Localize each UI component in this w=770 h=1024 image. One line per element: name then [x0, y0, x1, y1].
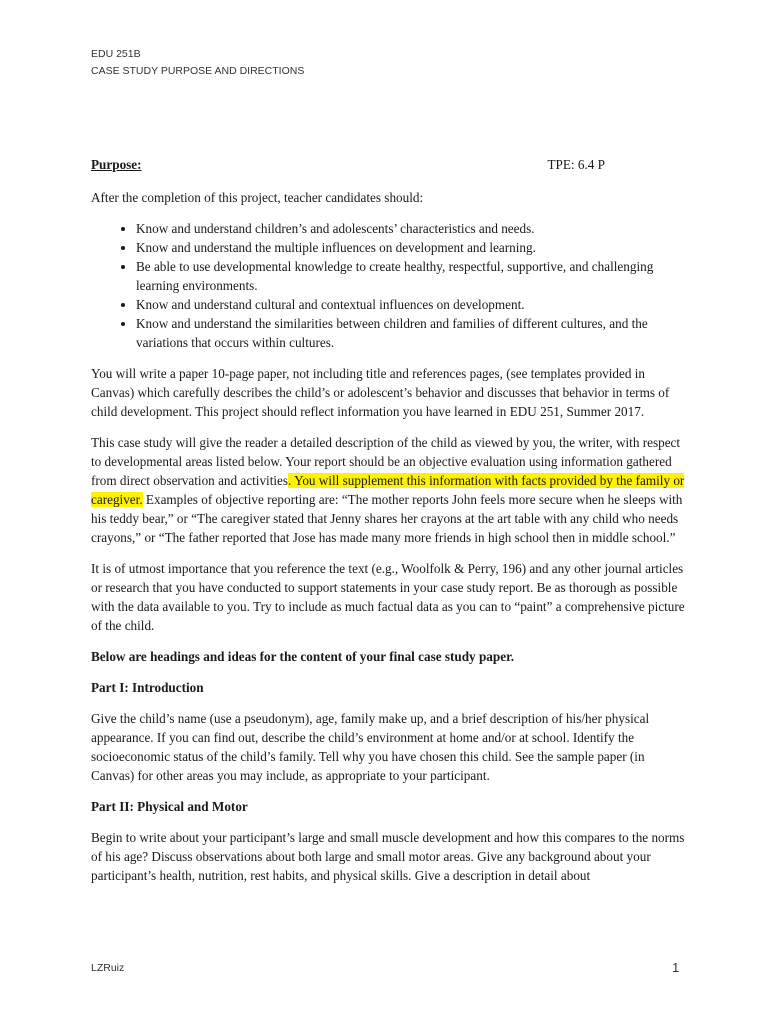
purpose-row: [91, 155, 611, 174]
paragraph-text: This case study will give the reader a detailed description of the child as viewed by you, the writer, with respect to developmental areas listed below. Your report should be an objective evaluation using information gathered from direct observation and activities: [91, 435, 681, 488]
course-code: EDU 251B: [91, 48, 141, 60]
paragraph-text: Examples of objective reporting are: “The mother reports John feels more secure when he sleeps with his teddy bear,” or “The caregiver stated that Jenny shares her crayons at the art table with any child who needs crayons,” or “The father reported that Jose has made many more friends in high school then in middle school.”: [91, 492, 683, 545]
objectives-list: [91, 219, 691, 352]
list-item: • Know and understand cultural and contextual influences on development.: [136, 295, 691, 314]
list-item: • Know and understand children’s and adolescents’ characteristics and needs.: [136, 219, 691, 238]
tpe-label: TPE: 6.4 P: [547, 157, 605, 172]
paper-description-paragraph: You will write a paper 10-page paper, not including title and references pages, (see templates provided in Canvas) which carefully describes the child’s or adolescent’s behavior and discusses that behavior in terms of child development. This project should reflect information you have learned in EDU 251, Summer 2017.: [91, 366, 670, 419]
part1-heading: Part I: Introduction: [91, 680, 204, 695]
document-body: [91, 155, 691, 897]
list-item: • Know and understand the similarities between children and families of different cultures, and the variations that occurs within cultures.: [136, 314, 691, 352]
part2-heading: Part II: Physical and Motor: [91, 799, 248, 814]
purpose-intro: After the completion of this project, teacher candidates should:: [91, 190, 424, 205]
page-header: [91, 46, 304, 80]
headings-intro: Below are headings and ideas for the content of your final case study paper.: [91, 649, 515, 664]
highlighted-text: . You will supplement this information with facts provided by the family or caregiver.: [91, 473, 685, 507]
page-number: 1: [672, 960, 680, 975]
list-item: • Know and understand the multiple influences on development and learning.: [136, 238, 691, 257]
case-study-paragraph: [91, 433, 691, 547]
list-item: • Be able to use developmental knowledge to create healthy, respectful, supportive, and challenging learning environments.: [136, 257, 691, 295]
footer-author: LZRuiz: [91, 962, 125, 974]
purpose-heading: Purpose:: [91, 157, 142, 172]
reference-paragraph: It is of utmost importance that you reference the text (e.g., Woolfolk & Perry, 196) and any other journal articles or research that you have conducted to support statements in your case study report. Be as thorough as possible with the data available to you. Try to include as much factual data as you can to “paint” a comprehensive picture of the child.: [91, 561, 685, 633]
part1-text: Give the child’s name (use a pseudonym), age, family make up, and a brief description of his/her physical appearance. If you can find out, describe the child’s environment at home and/or at school. Identify the socioeconomic status of the child’s family. Tell why you have chosen this child. See the sample paper (in Canvas) for other areas you may include, as appropriate to your participant.: [91, 711, 650, 783]
part2-text: Begin to write about your participant’s large and small muscle development and how this compares to the norms of his age? Discuss observations about both large and small motor areas. Give any background about your participant’s health, nutrition, rest habits, and physical skills. Give a description in detail about: [91, 830, 685, 883]
document-subtitle: CASE STUDY PURPOSE AND DIRECTIONS: [91, 65, 305, 77]
